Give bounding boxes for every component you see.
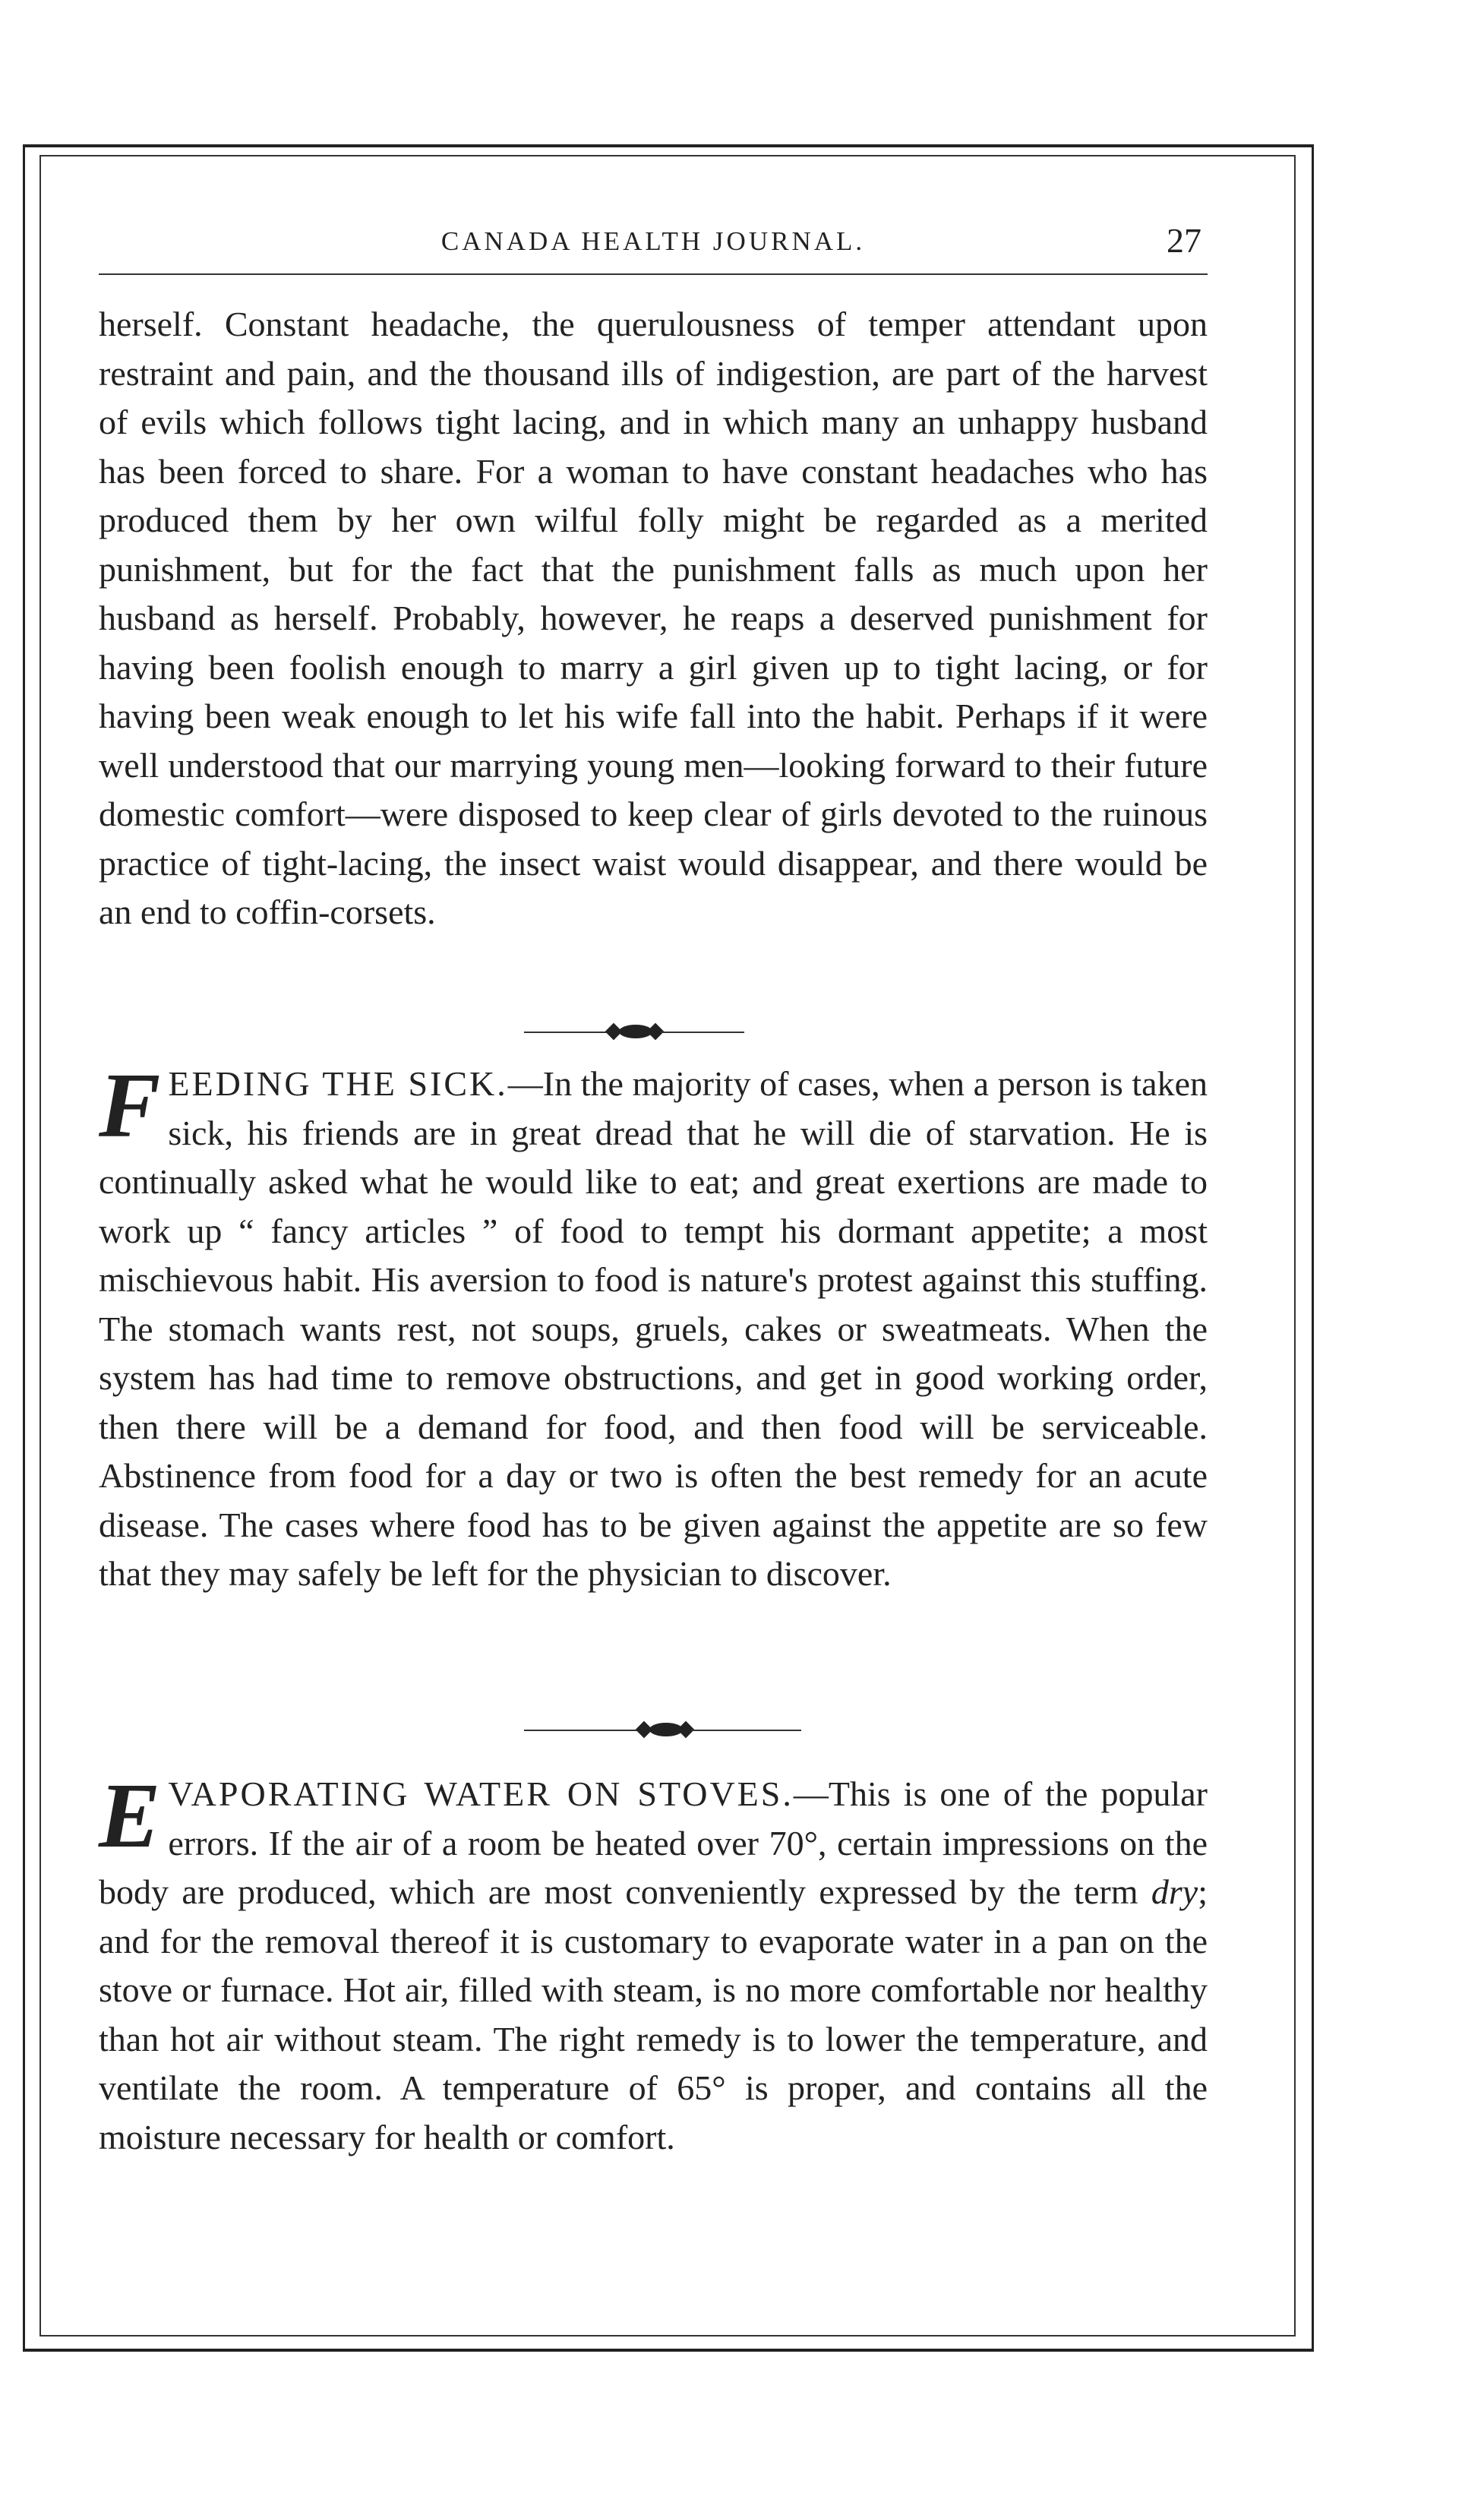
section-divider-ornament — [524, 1726, 801, 1735]
drop-cap: E — [99, 1765, 161, 1867]
running-header — [99, 220, 1208, 275]
page-number: 27 — [1167, 221, 1201, 260]
section-heading: EEDING THE SICK. — [168, 1064, 508, 1103]
section-body: —This is one of the popular errors. If the air of a room be heated over 70°, certain impressions on the body are produced, which are most conveniently expressed by the term — [99, 1774, 1208, 1911]
section-feeding-the-sick — [99, 1054, 1208, 1599]
section-body: —In the majority of cases, when a person is taken sick, his friends are in great dread that he will die of starvation. He is continually asked what he would like to eat; and great exertions are made to work up “ fancy articles ” of food to tempt his dormant appetite; a most mischievous habit. His aversion to food is nature's protest against this stuffing. The stomach wants rest, not soups, gruels, cakes or sweatmeats. When the system has had time to remove obstructions, and get in good working order, then there will be a demand for food, and then food will be serviceable. Abstinence from food for a day or two is often the best remedy for an acute disease. The cases where food has to be given against the appetite are so few that they may safely be left for the physician to discover. — [99, 1064, 1208, 1593]
paragraph-text: herself. Constant headache, the querulousness of temper attendant upon restraint and pain, and the thousand ills of indigestion, are part of the harvest of evils which follows tight lacing, and in which many an unhappy husband has been forced to share. For a woman to have constant headaches who has produced them by her own wilful folly might be regarded as a merited punishment, but for the fact that the punishment falls as much upon her husband as herself. Probably, however, he reaps a deserved punishment for having been foolish enough to marry a girl given up to tight lacing, or for having been weak enough to let his wife fall into the habit. Perhaps if it were well understood that our marrying young men—looking forward to their future domestic comfort—were disposed to keep clear of girls devoted to the ruinous practice of tight-lacing, the insect waist would disappear, and there would be an end to coffin-corsets. — [99, 305, 1208, 931]
journal-title: CANADA HEALTH JOURNAL. — [440, 226, 866, 256]
section-heading: VAPORATING WATER ON STOVES. — [168, 1774, 794, 1813]
section-body-continued: ; and for the removal thereof it is customary to evaporate water in a pan on the stove or furnace. Hot air, filled with steam, is no more comfortable nor healthy than hot air without steam. The right remedy is to lower the temperature, and ventilate the room. A temperature of 65° is proper, and contains all the moisture necessary for health or comfort. — [99, 1872, 1208, 2156]
drop-cap: F — [99, 1054, 161, 1157]
section-divider-ornament — [524, 1028, 744, 1037]
emphasized-term: dry — [1151, 1872, 1198, 1911]
section-evaporating-water — [99, 1765, 1208, 2162]
paragraph-continued — [99, 300, 1208, 937]
